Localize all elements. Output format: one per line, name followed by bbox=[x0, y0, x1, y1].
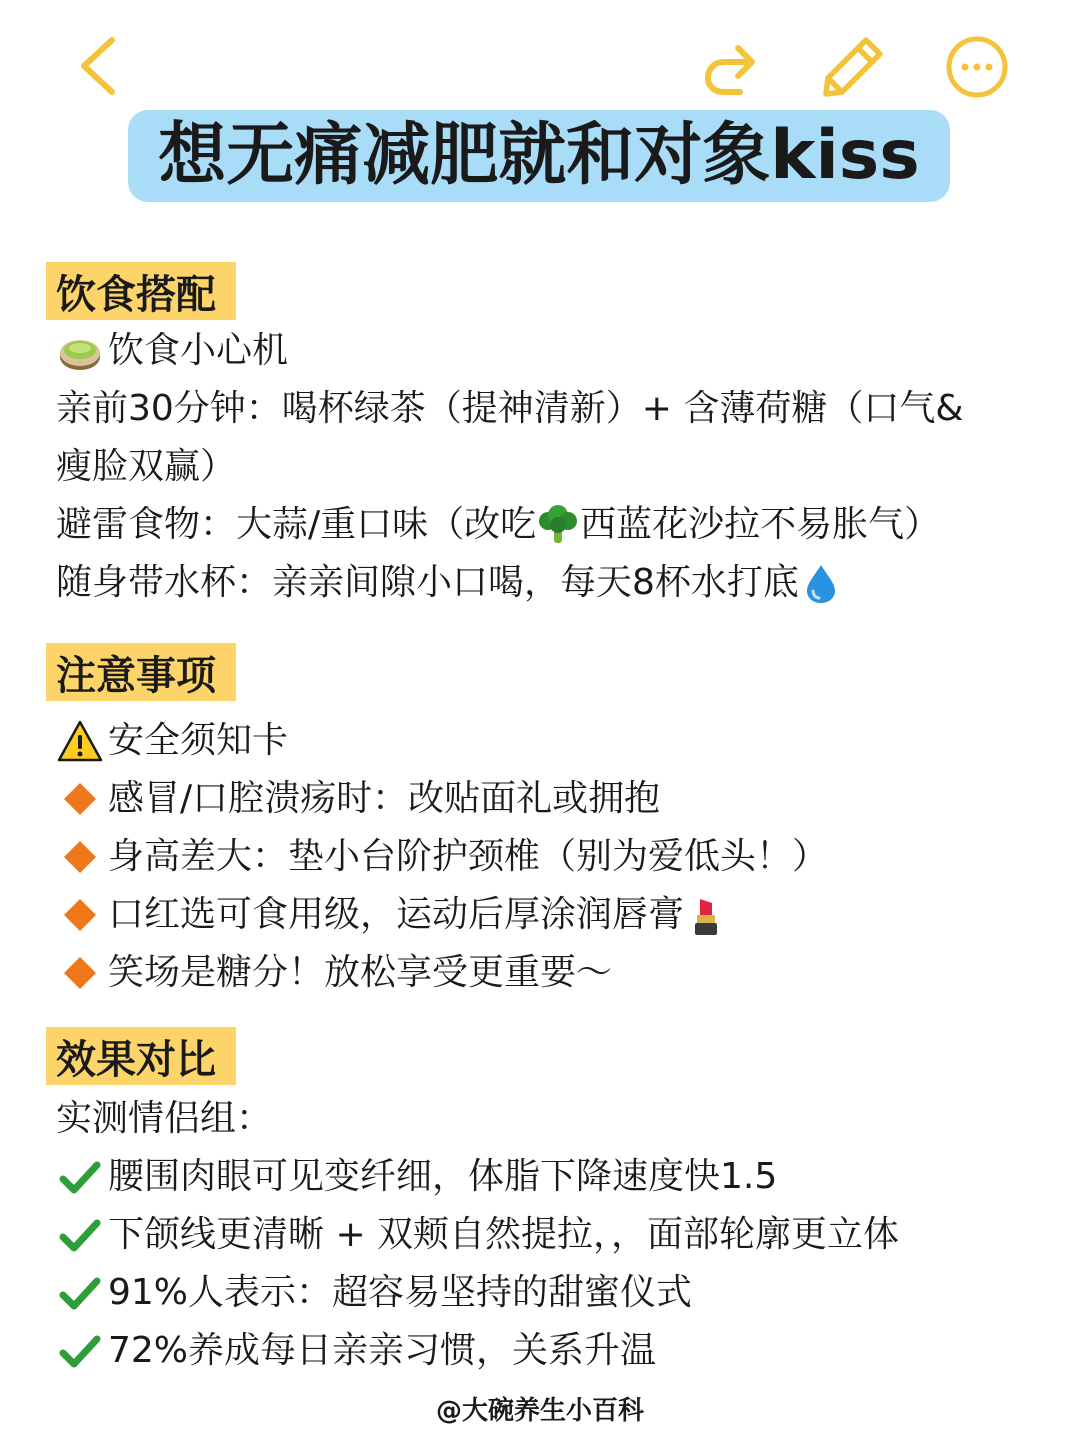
diet-line-3-text-a: 避雷食物：大蒜/重口味（改吃 bbox=[56, 504, 537, 545]
notes-item-text: 笑场是糖分！放松享受更重要～ bbox=[108, 952, 613, 993]
broccoli-icon bbox=[536, 503, 580, 547]
page-title: 想无痛减肥就和对象kiss bbox=[158, 116, 920, 195]
results-item-text: 91%人表示：超容易坚持的甜蜜仪式 bbox=[108, 1272, 693, 1313]
results-item bbox=[56, 1264, 692, 1322]
results-item bbox=[56, 1322, 656, 1380]
orange-diamond-icon bbox=[56, 949, 104, 997]
notes-item bbox=[56, 944, 612, 1002]
lipstick-icon bbox=[684, 893, 728, 937]
section-heading-results: 效果对比 bbox=[46, 1027, 236, 1085]
check-mark-icon bbox=[56, 1327, 104, 1375]
results-item-text: 72%养成每日亲亲习惯，关系升温 bbox=[108, 1330, 657, 1371]
diet-line-1: 亲前30分钟：喝杯绿茶（提神清新）+ 含薄荷糖（口气& bbox=[56, 388, 964, 429]
diet-line-3-text-b: 西蓝花沙拉不易胀气） bbox=[580, 504, 941, 545]
section-heading-diet: 饮食搭配 bbox=[46, 262, 236, 320]
top-bar bbox=[0, 0, 1080, 110]
results-item-text: 下颌线更清晰 + 双颊自然提拉，，面部轮廓更立体 bbox=[108, 1214, 900, 1255]
notes-item bbox=[56, 828, 828, 886]
orange-diamond-icon bbox=[56, 891, 104, 939]
check-mark-icon bbox=[56, 1153, 104, 1201]
diet-tip-title-line bbox=[56, 322, 288, 380]
section-heading-notes: 注意事项 bbox=[46, 643, 236, 701]
notes-item-text: 口红选可食用级，运动后厚涂润唇膏 bbox=[108, 894, 685, 935]
notes-item-text: 感冒/口腔溃疡时：改贴面礼或拥抱 bbox=[108, 778, 661, 819]
orange-diamond-icon bbox=[56, 775, 104, 823]
water-drop-icon bbox=[799, 561, 843, 605]
more-dots-icon[interactable] bbox=[944, 34, 1010, 100]
notes-item bbox=[56, 886, 728, 944]
diet-line-4 bbox=[56, 554, 843, 612]
notes-item bbox=[56, 770, 660, 828]
title-banner bbox=[128, 110, 950, 202]
share-arrow-icon[interactable] bbox=[700, 36, 764, 100]
results-intro: 实测情侣组： bbox=[56, 1098, 273, 1139]
diet-line-3 bbox=[56, 496, 940, 554]
warning-icon bbox=[56, 717, 104, 765]
orange-diamond-icon bbox=[56, 833, 104, 881]
notes-card-title-line bbox=[56, 712, 288, 770]
check-mark-icon bbox=[56, 1269, 104, 1317]
pencil-icon[interactable] bbox=[820, 32, 888, 100]
chevron-left-icon[interactable] bbox=[72, 34, 126, 98]
diet-line-4-text: 随身带水杯：亲亲间隙小口喝，每天8杯水打底 bbox=[56, 562, 799, 603]
notes-item-text: 身高差大：垫小台阶护颈椎（别为爱低头！） bbox=[108, 836, 829, 877]
results-item bbox=[56, 1148, 777, 1206]
results-item-text: 腰围肉眼可见变纤细，体脂下降速度快1.5 bbox=[108, 1156, 778, 1197]
results-item bbox=[56, 1206, 899, 1264]
notes-card-title: 安全须知卡 bbox=[108, 720, 289, 761]
diet-line-2: 瘦脸双赢） bbox=[56, 446, 237, 487]
diet-tip-title: 饮食小心机 bbox=[108, 330, 289, 371]
author-watermark: @大碗养生小百科 bbox=[435, 1396, 644, 1426]
matcha-icon bbox=[56, 327, 104, 375]
check-mark-icon bbox=[56, 1211, 104, 1259]
